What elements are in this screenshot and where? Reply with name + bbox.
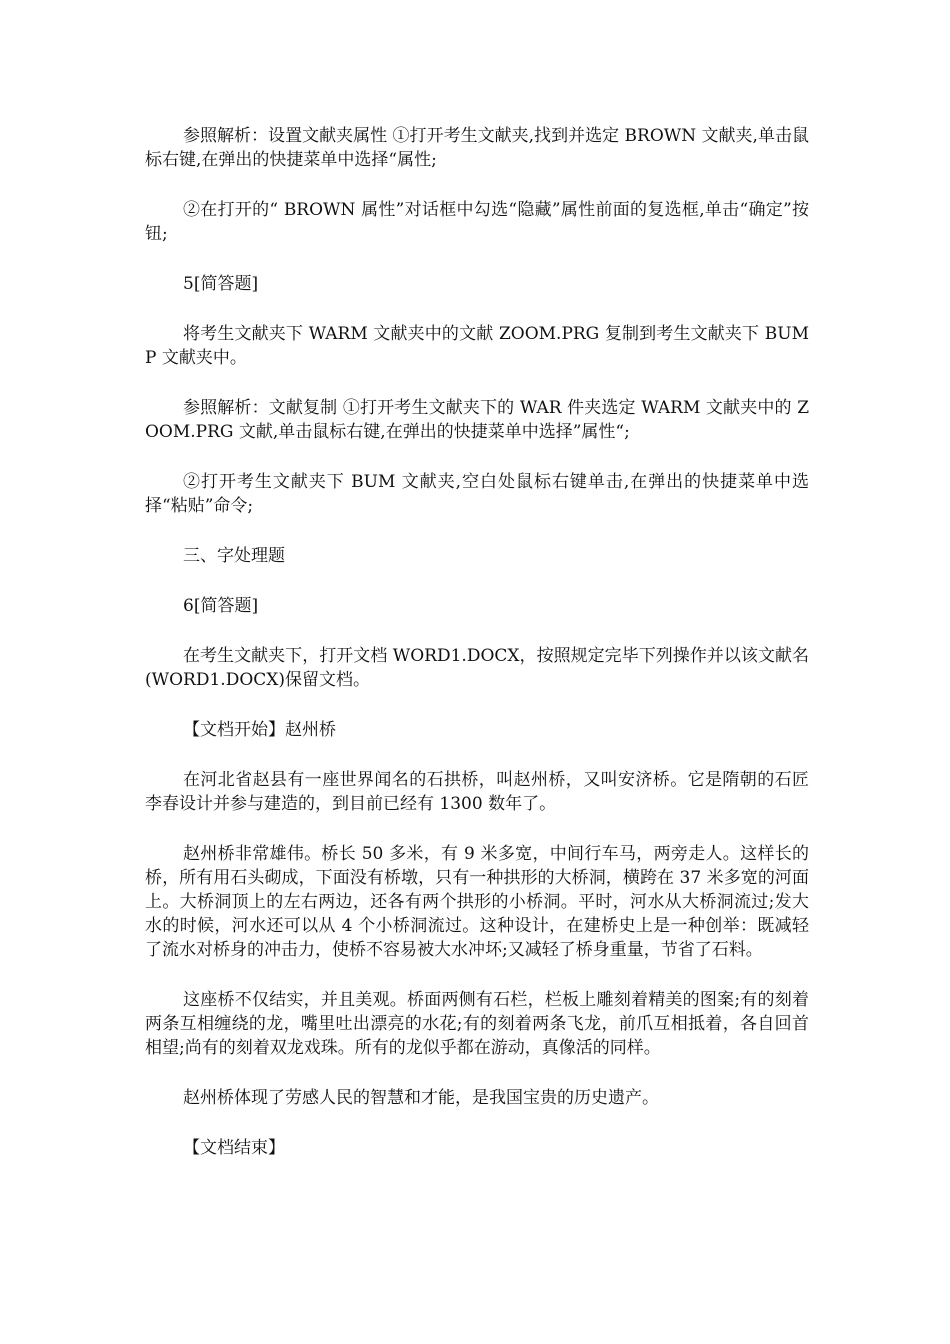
question-paragraph: 在考生文献夹下，打开文档 WORD1.DOCX，按照规定完毕下列操作并以该文献名(WORD1.DOCX)保留文档。 [145,646,809,690]
document-body [145,124,809,1186]
body-paragraph: 赵州桥体现了劳感人民的智慧和才能，是我国宝贵的历史遗产。 [183,1088,659,1108]
answer-step-paragraph: ②打开考生文献夹下 BUM 文献夹,空白处鼠标右键单击,在弹出的快捷菜单中选择“粘贴”命令; [145,472,809,516]
answer-analysis-paragraph: 参照解析：文献复制 ①打开考生文献夹下的 WAR 件夹选定 WARM 文献夹中的 ZOOM.PRG 文献,单击鼠标右键,在弹出的快捷菜单中选择”属性“; [145,398,809,442]
document-end-marker: 【文档结束】 [183,1138,285,1158]
section-heading: 三、字处理题 [183,546,285,566]
answer-analysis-paragraph: 参照解析：设置文献夹属性 ①打开考生文献夹,找到并选定 BROWN 文献夹,单击鼠标右键,在弹出的快捷菜单中选择“属性; [145,126,809,170]
document-start-marker: 【文档开始】赵州桥 [183,720,336,740]
question-number-heading: 6[简答题] [183,596,259,616]
question-number-heading: 5[简答题] [183,274,259,294]
body-paragraph: 赵州桥非常雄伟。桥长 50 多米，有 9 米多宽，中间行车马，两旁走人。这样长的桥，所有用石头砌成，下面没有桥墩，只有一种拱形的大桥洞，横跨在 37 米多宽的河面上。大桥洞顶上的左右两边，还各有两个拱形的小桥洞。平时，河水从大桥洞流过;发大水的时候，河水还可以从 4 个小桥洞流过。这种设计，在建桥史上是一种创举：既减轻了流水对桥身的冲击力，使桥不容易被大水冲坏;又减轻了桥身重量，节省了石料。 [145,844,809,960]
answer-step-paragraph: ②在打开的“ BROWN 属性”对话框中勾选“隐藏”属性前面的复选框,单击“确定”按钮; [145,200,809,244]
body-paragraph: 在河北省赵县有一座世界闻名的石拱桥，叫赵州桥，又叫安济桥。它是隋朝的石匠李春设计并参与建造的，到目前已经有 1300 数年了。 [145,770,809,814]
body-paragraph: 这座桥不仅结实，并且美观。桥面两侧有石栏，栏板上雕刻着精美的图案;有的刻着两条互相缠绕的龙，嘴里吐出漂亮的水花;有的刻着两条飞龙，前爪互相抵着，各自回首相望;尚有的刻着双龙戏珠。所有的龙似乎都在游动，真像活的同样。 [145,990,809,1058]
question-paragraph: 将考生文献夹下 WARM 文献夹中的文献 ZOOM.PRG 复制到考生文献夹下 BUMP 文献夹中。 [145,324,809,368]
